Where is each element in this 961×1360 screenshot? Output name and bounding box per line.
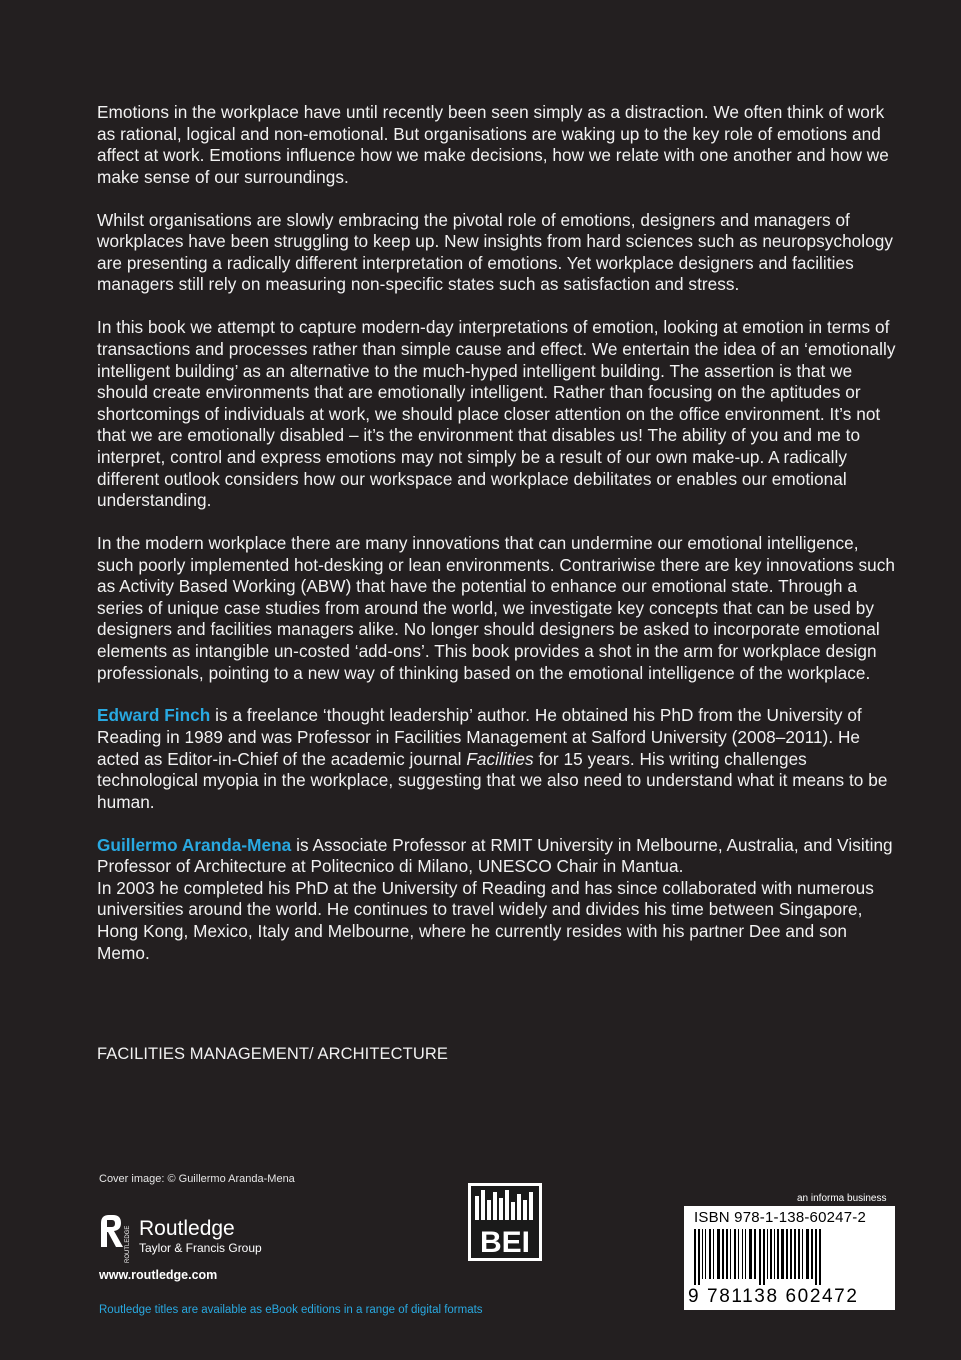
blurb-paragraph-2: Whilst organisations are slowly embracing the pivotal role of emotions, designers and managers of workplaces have been struggling to keep up. New insights from hard sciences such as neuropsychology are presenting a radically different interpretation of emotions. Yet workplace designers and facilities managers still rely on measuring non-specific states such as satisfaction and stress. [97, 209, 894, 295]
isbn-barcode [684, 1206, 895, 1310]
publisher-website: www.routledge.com [99, 1268, 218, 1282]
publisher-group: Taylor & Francis Group [139, 1241, 262, 1255]
barcode-bar [702, 1229, 703, 1279]
author-bio-finch [97, 705, 897, 813]
barcode-bar [742, 1229, 743, 1279]
barcode-bar [713, 1229, 714, 1279]
barcode-bar [749, 1229, 752, 1279]
subject-category: FACILITIES MANAGEMENT/ ARCHITECTURE [97, 1045, 448, 1063]
barcode-bar [767, 1229, 768, 1279]
barcode-bar [802, 1229, 803, 1279]
barcode-bar [717, 1229, 720, 1279]
bei-logo-text: BEI [479, 1226, 531, 1259]
barcode-bar [759, 1229, 761, 1285]
barcode-bar [781, 1229, 784, 1279]
journal-title: Facilities [466, 748, 534, 769]
blurb-paragraph-1: Emotions in the workplace have until recently been seen simply as a distraction. We often think of work as rational, logical and non-emotional. But organisations are waking up to the key role of emotions and affect at work. Emotions influence how we make decisions, how we relate with one another and how we make sense of our surroundings. [97, 102, 889, 187]
barcode-bar [811, 1229, 813, 1279]
barcode-bar [730, 1229, 731, 1279]
barcode-bar [794, 1229, 796, 1279]
barcode-bar [806, 1229, 809, 1279]
barcode-bar [774, 1229, 775, 1279]
author-bio-aranda-mena-text-2: In 2003 he completed his PhD at the University of Reading and has since collaborated with numerous universities around the world. He continues to travel widely and divides his time between Singapore, Hong Kong, Mexico, Italy and Melbourne, where he currently resides with his partner Dee and son Memo. [97, 877, 874, 963]
barcode-bar [786, 1229, 788, 1279]
barcode-bar [777, 1229, 779, 1279]
routledge-mark-icon [99, 1213, 133, 1265]
barcode-bar [734, 1229, 736, 1279]
barcode-bar [709, 1229, 711, 1279]
barcode-bar [738, 1229, 739, 1279]
informa-tagline: an informa business [797, 1193, 887, 1204]
author-bio-aranda-mena [97, 835, 897, 965]
barcode-bar [698, 1229, 700, 1285]
isbn-label: ISBN 978-1-138-60247-2 [694, 1209, 867, 1226]
author-bio-aranda-mena-text-1: is Associate Professor at RMIT University in Melbourne, Australia, and Visiting Professor of Architecture at Politecnico di Milano, UNESCO Chair in Mantua. [97, 834, 893, 877]
barcode-bars [692, 1229, 887, 1285]
publisher-name: Routledge [139, 1217, 235, 1240]
bei-logo [467, 1182, 543, 1262]
author-name-finch: Edward Finch [97, 705, 211, 726]
barcode-bar [722, 1229, 724, 1279]
author-name-aranda-mena: Guillermo Aranda-Mena [97, 834, 292, 855]
barcode-bar [754, 1229, 756, 1279]
blurb-paragraph-4: In the modern workplace there are many innovations that can undermine our emotional intelligence, such poorly implemented hot-desking or lean environments. Contrariwise there are key innovations such as Activity Based Working (ABW) that have the potential to enhance our emotional state. Through a series of unique case studies from around the world, we investigate key concepts that can be used by designers and facilities managers alike. No longer should designers be asked to incorporate emotional elements as intangible un-costed ‘add-ons’. This book provides a shot in the arm for workplace design professionals, pointing to a new way of thinking based on the emotional intelligence of the workplace. [97, 532, 895, 683]
barcode-bar [815, 1229, 817, 1285]
author-bio-finch-text-1: is a freelance ‘thought leadership’ author. He obtained his PhD from the University of Reading in 1989 and was Professor in Facilities Management at Salford University (2008–2011). He acted as Editor-in-Chief of the academic journal [97, 705, 862, 769]
routledge-logo [99, 1213, 262, 1265]
cover-credit: Cover image: © Guillermo Aranda-Mena [99, 1173, 295, 1185]
ebook-note: Routledge titles are available as eBook editions in a range of digital formats [99, 1304, 483, 1316]
barcode-bar [705, 1229, 706, 1279]
barcode-bar [763, 1229, 765, 1285]
author-bio-finch-text-2: for 15 years. His writing challenges technological myopia in the workplace, suggesting that we also need to understand what it means to be human. [97, 748, 888, 812]
barcode-bar [819, 1229, 821, 1285]
barcode-bar [694, 1229, 696, 1285]
routledge-vertical-text: ROUTLEDGE [125, 1225, 131, 1263]
blurb-paragraph-3: In this book we attempt to capture modern-day interpretations of emotion, looking at emotion in terms of transactions and processes rather than simple cause and effect. We entertain the idea of an ‘emotionally intelligent building’ as an alternative to the much-hyped intelligent building. The assertion is that we should create environments that are emotionally intelligent. Rather than focusing on the aptitudes or shortcomings of individuals at work, we should place closer attention on the office environment. It’s not that we are emotionally disabled – it’s the environment that disables us! The ability of you and me to interpret, control and express emotions may not simply be a result of our own make-up. A radically different outlook considers how our workspace and workplace debilitates or enables our emotional understanding. [97, 317, 896, 511]
barcode-bar [790, 1229, 792, 1279]
barcode-bar [726, 1229, 728, 1279]
barcode-bar [770, 1229, 772, 1279]
barcode-bar [798, 1229, 800, 1279]
barcode-bar [745, 1229, 746, 1279]
barcode-digits: 9 781138 602472 [688, 1286, 859, 1307]
blurb [97, 102, 897, 986]
